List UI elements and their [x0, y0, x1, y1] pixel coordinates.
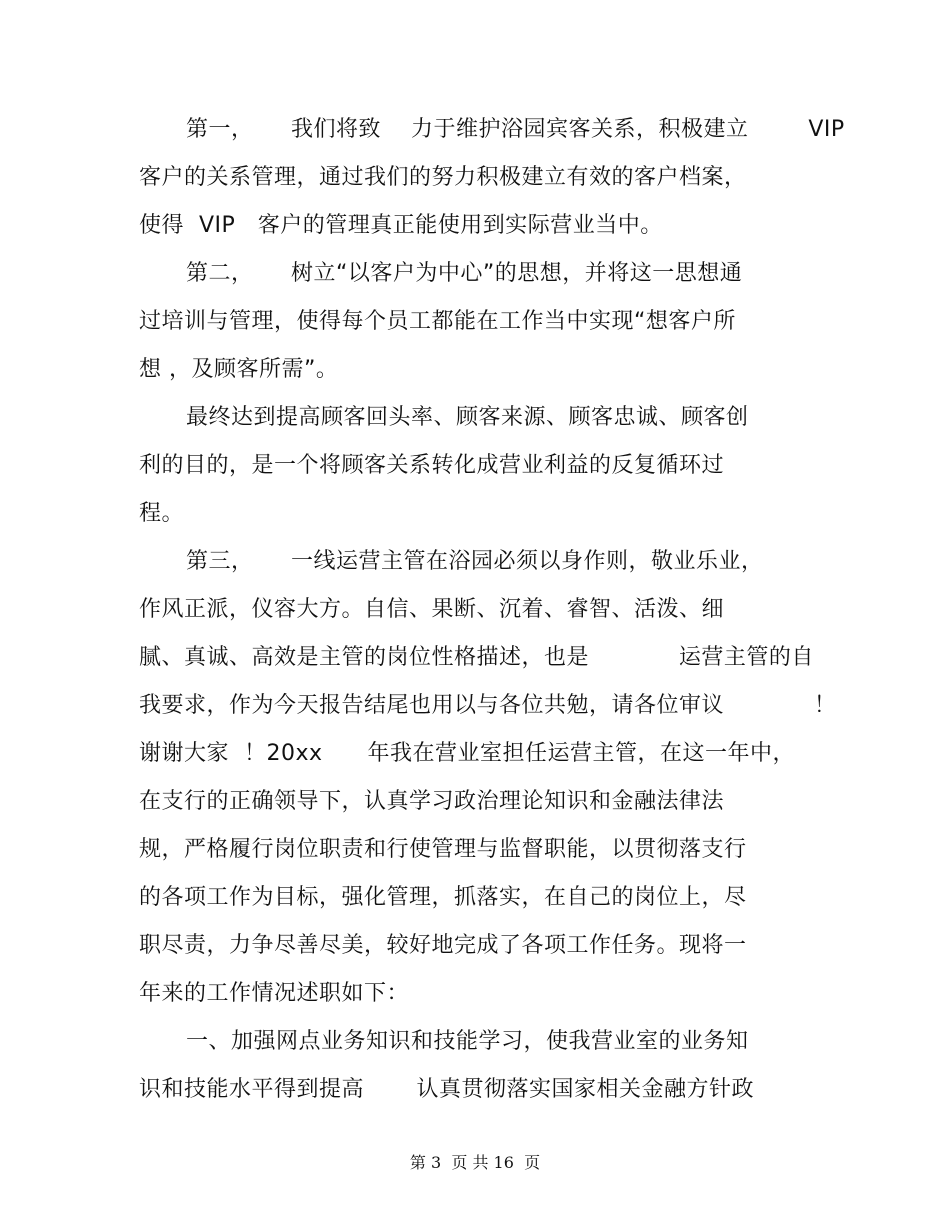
text-line: 的各项工作为目标，强化管理，抓落实，在自己的岗位上，尽 — [139, 885, 747, 910]
text-line: 在支行的正确领导下，认真学习政治理论知识和金融法律法 — [139, 789, 725, 814]
text-line: 过培训与管理，使得每个员工都能在工作当中实现“想客户所 — [139, 309, 736, 334]
text-line: 年来的工作情况述职如下： — [139, 981, 410, 1006]
text-line: 第三， 一线运营主管在浴园必须以身作则，敬业乐业， — [186, 549, 764, 574]
text-line: 作风正派，仪容大方。自信、果断、沉着、睿智、活泼、细 — [139, 597, 725, 622]
text-line: 识和技能水平得到提高 认真贯彻落实国家相关金融方针政 — [139, 1077, 754, 1102]
text-line: 最终达到提高顾客回头率、顾客来源、顾客忠诚、顾客创 — [186, 405, 749, 430]
text-line: 程。 — [139, 501, 185, 526]
page-number-footer: 第 3 页 共 16 页 — [409, 1153, 541, 1172]
text-line: 第一， 我们将致 力于维护浴园宾客关系，积极建立 VIP — [186, 117, 845, 142]
text-line: 规，严格履行岗位职责和行使管理与监督职能，以贯彻落支行 — [139, 837, 747, 862]
text-line: 谢谢大家 ！20xx 年我在营业室担任运营主管，在这一年中， — [139, 741, 795, 766]
text-line: 利的目的，是一个将顾客关系转化成营业利益的反复循环过 — [139, 453, 725, 478]
text-line: 腻、真诚、高效是主管的岗位性格描述，也是 运营主管的自 — [139, 645, 814, 670]
text-line: 使得 VIP 客户的管理真正能使用到实际营业当中。 — [139, 213, 663, 238]
text-line: 客户的关系管理，通过我们的努力积极建立有效的客户档案， — [139, 165, 747, 190]
text-line: 第二， 树立“以客户为中心”的思想，并将这一思想通 — [186, 261, 743, 286]
text-line: 想 ，及顾客所需”。 — [139, 357, 339, 382]
text-line: 我要求，作为今天报告结尾也用以与各位共勉，请各位审议 ！ — [139, 693, 837, 718]
text-line: 一、加强网点业务知识和技能学习，使我营业室的业务知 — [186, 1029, 749, 1054]
text-line: 职尽责，力争尽善尽美，较好地完成了各项工作任务。现将一 — [139, 933, 747, 958]
